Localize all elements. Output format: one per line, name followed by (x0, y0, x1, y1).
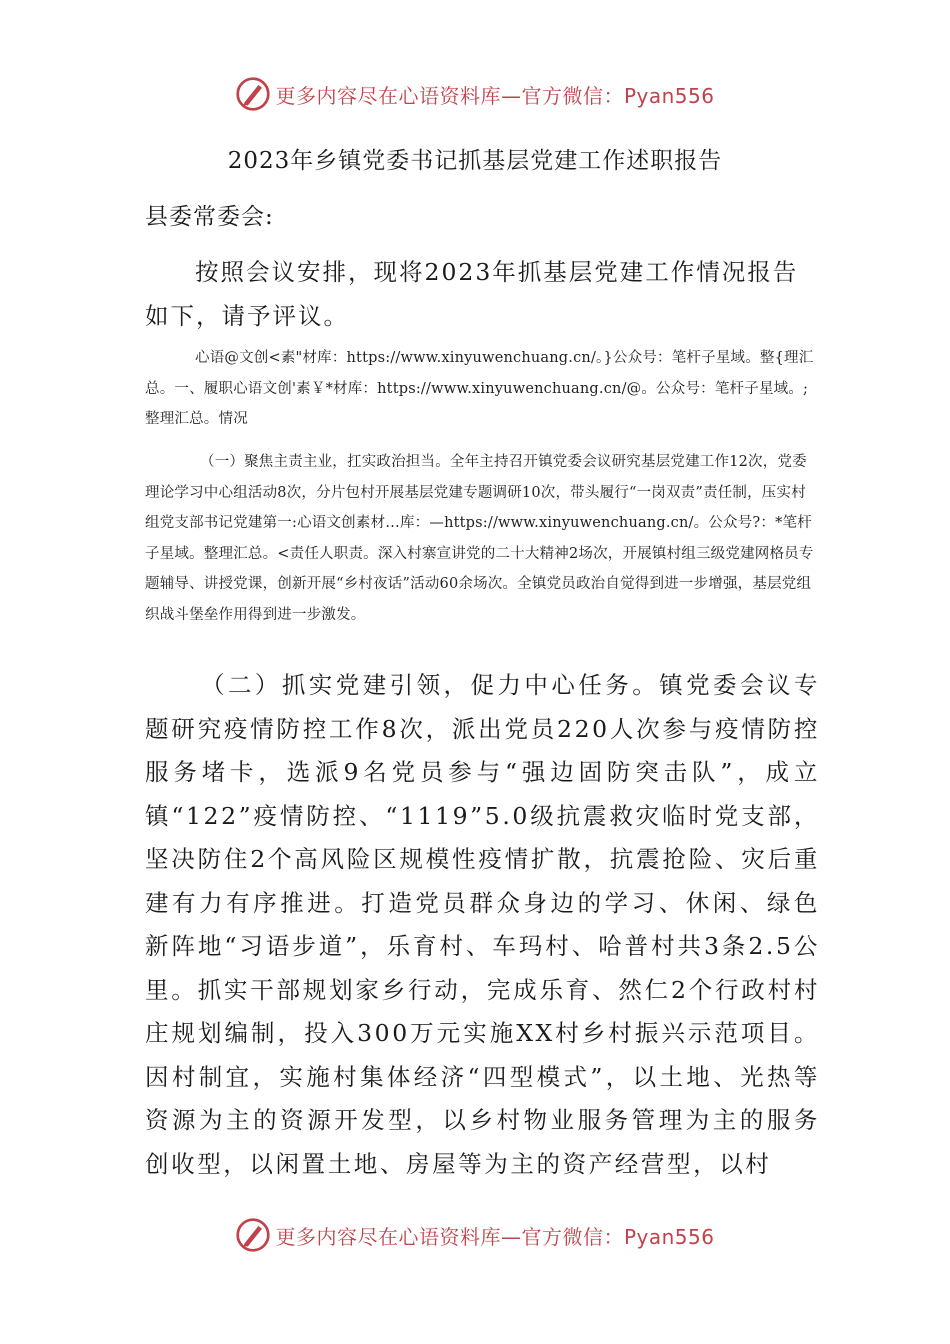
banner-separator: — (500, 83, 522, 108)
small-paragraph-1: 心语@文创<素"材库：https://www.xinyuwenchuang.cn/。}公众号：笔杆子星域。整{理汇总。一、履职心语文创'素￥*材库：https://www.xinyuwenchuang.cn/@。公众号：笔杆子星域。;整理汇总。情况 (145, 350, 814, 427)
banner-text (275, 80, 714, 109)
header-banner (0, 72, 950, 116)
banner-contact: 官方微信：Pyan556 (521, 83, 715, 108)
banner-main-text: 更多内容尽在心语资料库 (275, 83, 501, 108)
footer-banner (0, 1213, 950, 1257)
intro-paragraph: 按照会议安排，现将2023年抓基层党建工作情况报告如下，请予评议。 (145, 258, 799, 330)
banner-separator: — (500, 1224, 522, 1249)
small-paragraph-2: （一）聚焦主责主业，扛实政治担当。全年主持召开镇党委会议研究基层党建工作12次，党委理论学习中心组活动8次，分片包村开展基层党建专题调研10次，带头履行“一岗双责”责任制，压实村组党支部书记党建第一:心语文创素材…库：—https://www.xinyuwenchuang.cn/。公众号?：*笔杆子星域。整理汇总。<责任人职责。深入村寨宣讲党的二十大精神2场次，开展镇村组三级党建网格员专题辅导、讲授党课，创新开展“乡村夜话”活动60余场次。全镇党员政治自觉得到进一步增强，基层党组织战斗堡垒作用得到进一步激发。 (145, 454, 814, 623)
banner-contact: 官方微信：Pyan556 (521, 1224, 715, 1249)
salutation: 县委常委会: (145, 204, 274, 230)
banner-main-text: 更多内容尽在心语资料库 (275, 1224, 501, 1249)
banner-text (275, 1221, 714, 1250)
body-paragraph: （二）抓实党建引领，促力中心任务。镇党委会议专题研究疫情防控工作8次，派出党员220人次参与疫情防控服务堵卡，选派9名党员参与“强边固防突击队”，成立镇“122”疫情防控、“1119”5.0级抗震救灾临时党支部，坚决防住2个高风险区规模性疫情扩散，抗震抢险、灾后重建有力有序推进。打造党员群众身边的学习、休闲、绿色新阵地“习语步道”，乐育村、车玛村、哈普村共3条2.5公里。抓实干部规划家乡行动，完成乐育、然仁2个行政村村庄规划编制，投入300万元实施XX村乡村振兴示范项目。因村制宜，实施村集体经济“四型模式”，以土地、光热等资源为主的资源开发型，以乡村物业服务管理为主的服务创收型，以闲置土地、房屋等为主的资产经营型，以村 (145, 671, 820, 1178)
pen-logo-icon (235, 1217, 271, 1253)
document-title: 2023年乡镇党委书记抓基层党建工作述职报告 (227, 148, 723, 174)
pen-logo-icon (235, 76, 271, 112)
